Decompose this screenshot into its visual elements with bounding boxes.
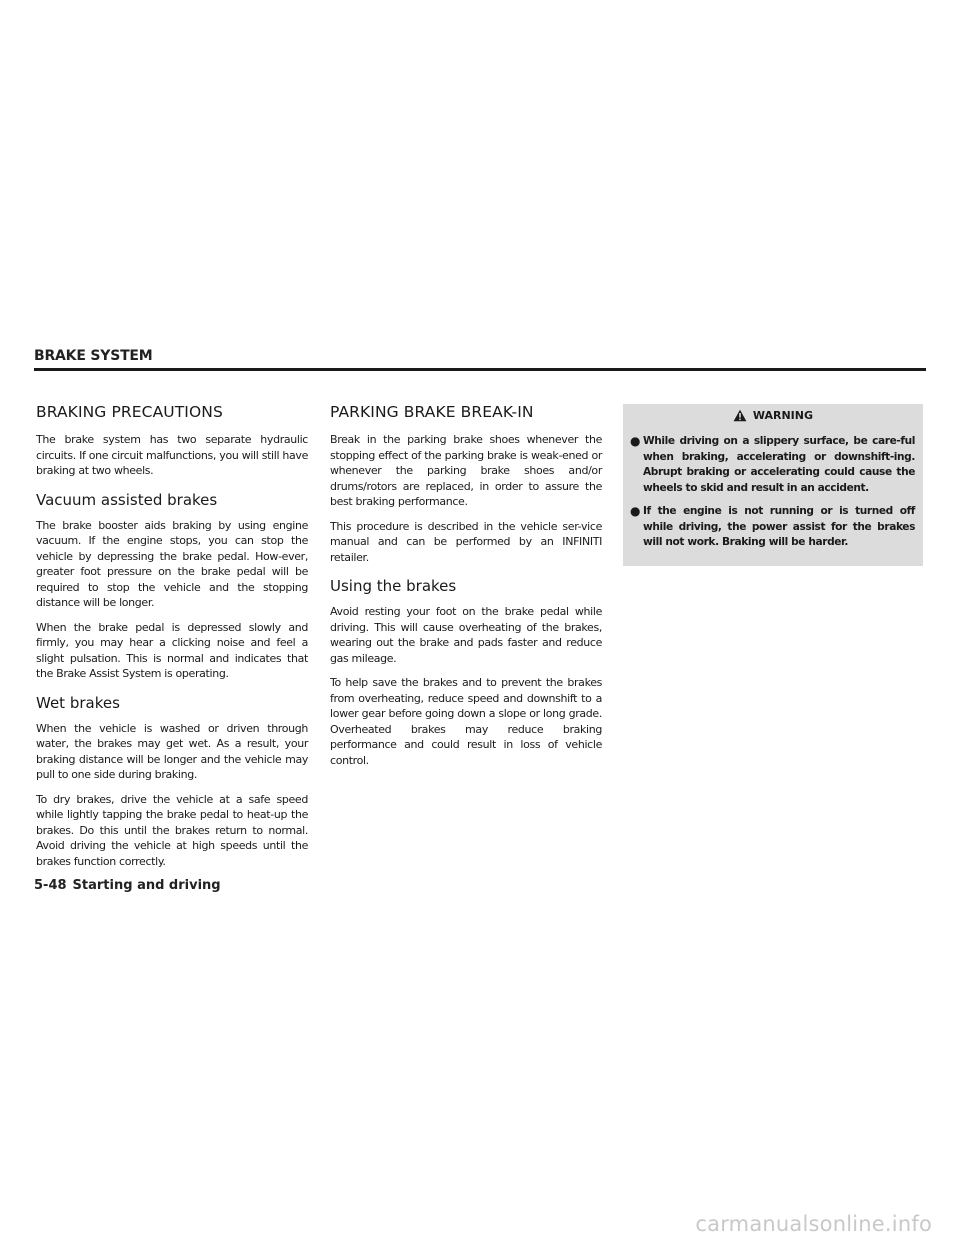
section-title: BRAKE SYSTEM <box>34 348 153 364</box>
page-number: 5-48 <box>34 878 67 893</box>
vacuum-brakes-heading: Vacuum assisted brakes <box>36 490 218 509</box>
column-left <box>36 400 308 878</box>
bullet-icon: ● <box>630 434 641 448</box>
column-middle <box>330 400 602 777</box>
warning-item <box>630 434 915 496</box>
parking-brake-paragraph-2: This procedure is described in the vehicle ser-vice manual and can be performed by an INFINITI retailer. <box>330 519 602 564</box>
parking-brake-heading: PARKING BRAKE BREAK-IN <box>330 403 534 421</box>
wet-brakes-paragraph-2: To dry brakes, drive the vehicle at a safe speed while lightly tapping the brake pedal to heat-up the brakes. Do this until the brakes return to normal. Avoid driving the vehicle at high speeds until the brakes function correctly. <box>36 792 308 868</box>
using-brakes-heading: Using the brakes <box>330 577 457 595</box>
using-brakes-paragraph-1: Avoid resting your foot on the brake pedal while driving. This will cause overheating of the brakes, wearing out the brake and pads faster and reduce gas mileage. <box>330 605 602 665</box>
watermark: carmanualsonline.info <box>695 1212 932 1236</box>
using-brakes-paragraph-2: To help save the brakes and to prevent the brakes from overheating, reduce speed and downshift to a lower gear before going down a slope or long grade. Overheated brakes may reduce braking performance and could result in loss of vehicle control. <box>330 676 602 767</box>
braking-precautions-text: The brake system has two separate hydraulic circuits. If one circuit malfunctions, you will still have braking at two wheels. <box>36 433 308 477</box>
warning-box <box>623 404 923 566</box>
braking-precautions-heading: BRAKING PRECAUTIONS <box>36 403 223 421</box>
page-footer <box>34 878 221 893</box>
section-header <box>34 345 926 371</box>
warning-item-text: If the engine is not running or is turned off while driving, the power assist for the brakes will not work. Braking will be harder. <box>643 505 915 548</box>
warning-triangle-icon <box>733 409 747 425</box>
warning-item-text: While driving on a slippery surface, be care-ful when braking, accelerating or downshift-ing. Abrupt braking or accelerating could cause the wheels to skid and result in an accident. <box>643 435 915 494</box>
warning-title <box>623 404 923 427</box>
vacuum-brakes-paragraph-1: The brake booster aids braking by using engine vacuum. If the engine stops, you can stop the vehicle by depressing the brake pedal. How-ever, greater foot pressure on the brake pedal will be required to stop the vehicle and the stopping distance will be longer. <box>36 518 308 609</box>
chapter-title: Starting and driving <box>72 878 221 893</box>
vacuum-brakes-paragraph-2: When the brake pedal is depressed slowly and firmly, you may hear a clicking noise and feel a slight pulsation. This is normal and indicates that the Brake Assist System is operating. <box>36 620 308 680</box>
wet-brakes-paragraph-1: When the vehicle is washed or driven through water, the brakes may get wet. As a result, your braking distance will be longer and the vehicle may pull to one side during braking. <box>36 721 308 781</box>
wet-brakes-heading: Wet brakes <box>36 693 120 712</box>
parking-brake-paragraph-1: Break in the parking brake shoes whenever the stopping effect of the parking brake is weak-ened or whenever the parking brake shoes and/or drums/rotors are replaced, in order to assure the best braking performance. <box>330 433 602 508</box>
bullet-icon: ● <box>630 504 641 518</box>
warning-title-label: WARNING <box>752 409 813 422</box>
warning-item <box>630 504 915 551</box>
warning-list <box>623 434 923 551</box>
